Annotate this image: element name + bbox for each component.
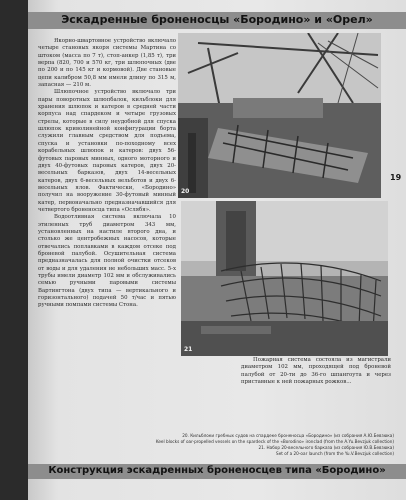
photo-number: 20 xyxy=(181,188,190,195)
paragraph: Пожарная система состояла из магистрали диаметром 102 мм, проходящей под броневой палубой от 20-ти до 36-го шпангоута и через приставные к ней пожарных рожков... xyxy=(241,357,391,386)
photo-launch-frame xyxy=(181,201,388,356)
right-column-text xyxy=(241,357,391,386)
section-title: Конструкция эскадренных броненосцев типа «Бородино» xyxy=(48,465,386,476)
caption-line: 20. Кильблоки гребных судов на спардеке броненосца «Бородино» (из собрания А.Ю.Бевзюка) xyxy=(182,433,394,438)
paragraph: Шлюпочное устройство включало три пары поворотных шлюпбалок, кильблоки для хранения шлюпок и катеров в средней части корпуса над спардеком и четыре грузовых стрелы, которые в силу неудобной для спуска шлюпок криволинейной конфигурации борта служили главным средством для подъема, спуска и установки по-походному всех корабельных шлюпок и катеров: двух 56-футовых паровых минных, одного моторного и двух 40-футовых паровых катеров, двух 20-весельных барказов, двух 14-весельных катеров, двух 6-весельных вельботов и двух 6-весельных ялов. Фактически, «Бородино» получил на вооружение 30-футовый минный катер, первоначально предназначавшийся для четвертого броненосца типа «Ослябя». xyxy=(38,89,176,213)
paragraph: Водоотливная система включала 10 этиленных труб диаметром 343 мм, установленных на настиле второго дна, и столько же центробежных насосов, которые отвечались поплавками в каждом отсеке под броневой палубой. Осушительная система предназначалась для полной очистки отсеков от воды и для удаления не небольших масс. 5-х трубы имели диаметр 102 мм и обслуживались семью ручными паровыми системы Вартингтона (двух типа — вертикального и горизонтального) подачей 50 т/час и пятью ручными помпами системы Стона. xyxy=(38,214,176,309)
book-page xyxy=(28,0,406,500)
running-header: Эскадренные броненосцы «Бородино» и «Орел» xyxy=(61,13,373,26)
photo-keel-blocks xyxy=(178,33,381,198)
photo-number: 21 xyxy=(184,346,193,353)
caption-line: Set of a 20-oar launch (from the Yu.V.Bevzjuk collection) xyxy=(276,451,394,456)
photo-captions xyxy=(114,433,394,457)
caption-line: Keel blocks of oar-propelled vessels on the spardeck of the «Borodino» ironclad (from the A.Yu.Bevzjuk collection) xyxy=(155,439,394,444)
paragraph: Якорно-швартовное устройство включало четыре становых якоря системы Мартина со штоком (масса по 7 т), стоп-анкер (1,85 т), три верпа (820, 700 и 570 кг, три шлюпочных (две по 200 и по 145 кг и кормовой). Две становые цепи калибром 50,8 мм имели длину по 315 м, запасная — 210 м. xyxy=(38,38,176,89)
page-number: 19 xyxy=(390,173,402,182)
caption-line: 21. Набор 20-весельного барказа (из собрания Ю.В.Бевзюка) xyxy=(258,445,394,450)
left-column-text xyxy=(38,38,176,310)
